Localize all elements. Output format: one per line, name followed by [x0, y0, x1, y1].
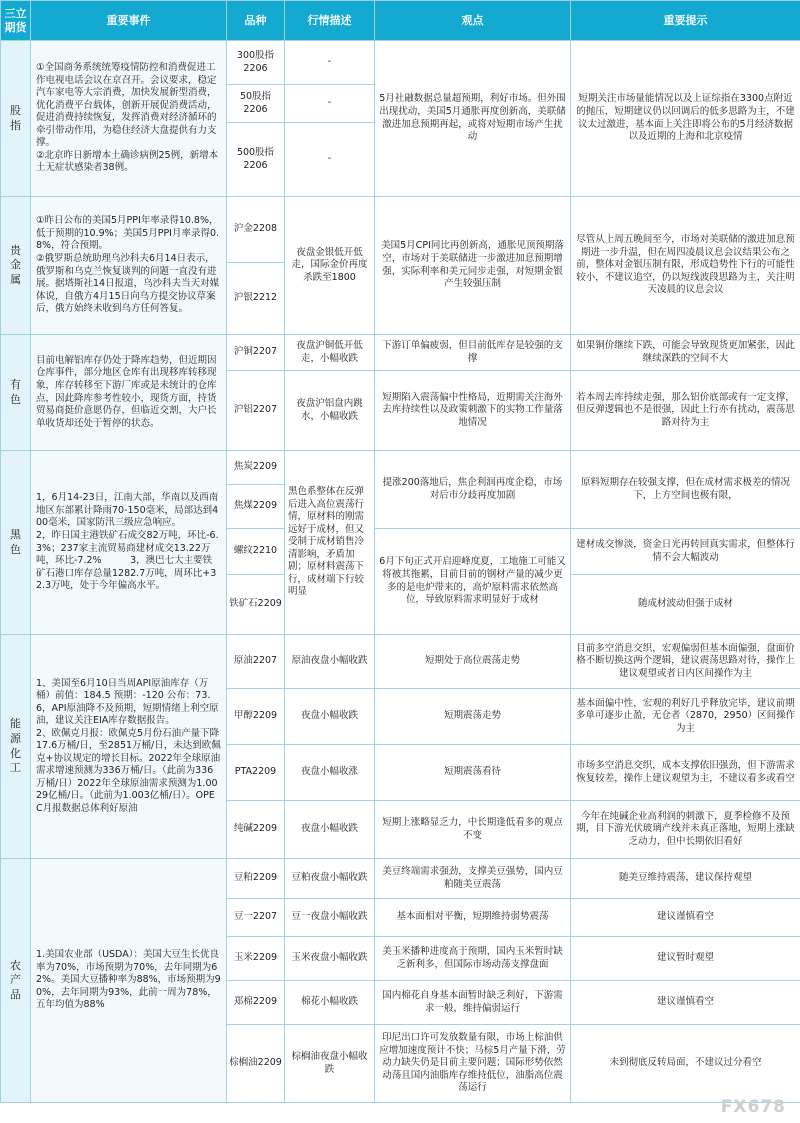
table-row	[1, 451, 800, 485]
description-cell: 夜盘小幅收涨	[285, 745, 375, 801]
tip-cell: 随美豆维持震荡，建议保持观望	[571, 859, 800, 899]
variety-cell: 螺纹2210	[227, 529, 285, 575]
header-tips: 重要提示	[571, 1, 800, 41]
description-cell: 棕榈油夜盘小幅收跌	[285, 1025, 375, 1103]
tip-cell: 建议暂时观望	[571, 937, 800, 981]
description-cell: 夜盘沪铝盘内跳水，小幅收跌	[285, 371, 375, 451]
tip-cell: 基本面偏中性，宏观的利好几乎释放完毕，建议前期多单可逐步止盈，无仓者（2870，2950）区间操作为主	[571, 689, 800, 745]
viewpoint-cell: 基本面相对平衡，短期维持弱势震荡	[375, 899, 571, 937]
description-cell: -	[285, 85, 375, 123]
variety-cell: 沪银2212	[227, 263, 285, 335]
variety-cell: 甲醇2209	[227, 689, 285, 745]
category-precious-metals: 贵 金 属	[1, 197, 31, 335]
table-row	[1, 859, 800, 899]
variety-cell: 500股指 2206	[227, 123, 285, 197]
description-cell: 豆一夜盘小幅收跌	[285, 899, 375, 937]
viewpoint-cell: 美玉米播种进度高于预期，国内玉米暂时缺乏新利多，但国际市场动荡支撑盘面	[375, 937, 571, 981]
header-events: 重要事件	[31, 1, 227, 41]
viewpoint-cell: 短期上涨略显乏力，中长期逢低看多的观点不变	[375, 801, 571, 859]
description-cell: 夜盘沪铜低开低走，小幅收跌	[285, 335, 375, 371]
variety-cell: PTA2209	[227, 745, 285, 801]
viewpoint-cell: 国内棉花自身基本面暂时缺乏利好，下游需求一般，维持偏弱运行	[375, 981, 571, 1025]
tip-cell: 今年在纯碱企业高利润的刺激下，夏季检修不及预期，目下游光伏玻璃产线并未真正落地，短期上涨缺乏动力，但中长期依旧看好	[571, 801, 800, 859]
tip-rebar: 建材成交惨淡，资金日光再转回真实需求，但整体行情不会大幅波动	[571, 529, 800, 575]
header-market-description: 行情描述	[285, 1, 375, 41]
description-cell: 原油夜盘小幅收跌	[285, 635, 375, 689]
header-variety: 品种	[227, 1, 285, 41]
variety-cell: 玉米2209	[227, 937, 285, 981]
description-cell: -	[285, 123, 375, 197]
tip-coke-coal: 原料短期存在较强支撑，但在成材需求极差的情况下，上方空间也极有限，	[571, 451, 800, 529]
tip-cell: 目前多空消息交织，宏观偏弱但基本面偏强，盘面价格不断切换这两个逻辑，建议震荡思路对待，操作上建议观望或者日内区间操作为主	[571, 635, 800, 689]
tip-stock-index: 短期关注市场量能情况以及上证综指在3300点附近的抛压，短期建议仍以回调后的低多思路为主，不建议太过激进，基本面上关注即将公布的5月经济数据以及近期的上海和北京疫情	[571, 41, 800, 197]
variety-cell: 豆粕2209	[227, 859, 285, 899]
table-row	[1, 335, 800, 371]
viewpoint-stock-index: 5月社融数据总量超预期，利好市场。但外围出现扰动，美国5月通胀再度创新高，美联储激进加息预期再起，或将对短期市场产生扰动	[375, 41, 571, 197]
events-agriculture: 1.美国农业部（USDA）：美国大豆生长优良率为70%，市场预期为70%，去年同期为62%。美国大豆播种率为88%，市场预期为90%，去年同期为93%，此前一周为78%，五年均值为88%	[31, 859, 227, 1103]
tip-cell: 建议谨慎看空	[571, 899, 800, 937]
viewpoint-cell: 短期震荡看待	[375, 745, 571, 801]
header-company: 三立期货	[1, 1, 31, 41]
viewpoint-cell: 印尼出口许可发放数量有限，市场上棕油供应增加速度预计不快；马棕5月产量下滑，劳动力缺失仍是目前主要问题；国际形势依然动荡且国内油脂库存维持低位，油脂高位震荡运行	[375, 1025, 571, 1103]
tip-precious-metals: 尽管从上周五晚间至今，市场对美联储的激进加息预期进一步升温，但在周四凌晨议息会议结果公布之前，整体对金银压制有限，形成趋势性下行的可能性较小，不建议追空，仍以短线波段思路为主，关注明天凌晨的议息会议	[571, 197, 800, 335]
viewpoint-cell: 下游订单偏疲弱，但目前低库存是较强的支撑	[375, 335, 571, 371]
variety-cell: 沪金2208	[227, 197, 285, 263]
description-cell: 夜盘小幅收跌	[285, 801, 375, 859]
category-nonferrous: 有 色	[1, 335, 31, 451]
description-cell: -	[285, 41, 375, 85]
tip-cell: 未到彻底反转局面，不建议过分看空	[571, 1025, 800, 1103]
viewpoint-cell: 短期陷入震荡偏中性格局，近期需关注海外去库持续性以及政策刺激下的实物工作量落地情况	[375, 371, 571, 451]
tip-iron-ore: 随成材波动但强于成材	[571, 575, 800, 635]
viewpoint-rebar-ore: 6月下旬正式开启迎峰度夏，工地施工可能又将被其拖累，目前目前的钢材产量的减少更多的是电炉带来的，高炉原料需求依然高位，导致原料需求明显好于成材	[375, 529, 571, 635]
viewpoint-cell: 短期处于高位震荡走势	[375, 635, 571, 689]
events-precious-metals: ①昨日公布的美国5月PPI年率录得10.8%，低于预期的10.9%；美国5月PPI月率录得0.8%，符合预期。 ②俄罗斯总统助理乌沙科夫6月14日表示，俄罗斯和乌克兰恢复谈判的问题一直没有进展。据塔斯社14日报道，乌沙科夫当天对媒体说，自俄方4月15日向乌方提交协议草案后，俄方始终未收到乌方任何答复。	[31, 197, 227, 335]
variety-cell: 铁矿石2209	[227, 575, 285, 635]
description-precious-metals: 夜盘金银低开低走，国际金价再度杀跌至1800	[285, 197, 375, 335]
description-cell: 豆粕夜盘小幅收跌	[285, 859, 375, 899]
tip-cell: 如果铜价继续下跌，可能会导致现货更加紧张，因此继续深跌的空间不大	[571, 335, 800, 371]
description-ferrous: 黑色系整体在反弹后进入高位震荡行情，原材料的刚需远好于成材，但又受制于成材销售冷清影响，矛盾加剧；原材料震荡下行，成材端下行较明显	[285, 451, 375, 635]
variety-cell: 沪铝2207	[227, 371, 285, 451]
category-agriculture: 农 产 品	[1, 859, 31, 1103]
viewpoint-precious-metals: 美国5月CPI同比再创新高，通胀见顶预期落空，市场对于美联储进一步激进加息预期增强，实际利率和美元同步走强，对短期金银产生较强压制	[375, 197, 571, 335]
viewpoint-cell: 短期震荡走势	[375, 689, 571, 745]
table-row	[1, 635, 800, 689]
tip-cell: 市场多空消息交织，成本支撑依旧强劲，但下游需求恢复较差，操作上建议观望为主，不建议看多或看空	[571, 745, 800, 801]
table-row	[1, 41, 800, 85]
category-ferrous: 黑 色	[1, 451, 31, 635]
category-energy-chemicals: 能 源 化 工	[1, 635, 31, 859]
viewpoint-cell: 美豆终端需求强劲，支撑美豆强势，国内豆粕随美豆震荡	[375, 859, 571, 899]
events-energy-chemicals: 1、美国至6月10日当周API原油库存（万桶）前值：184.5 预期：-120 公布：73.6，API原油降不及预期，短期情绪上利空原油，建议关注EIA库存数据报告。 2、欧佩克月报：欧佩克5月份石油产量下降17.6万桶/日，至2851万桶/日，未达到欧佩克+协议规定的增长目标。2022年全球原油需求增速预测为336万桶/日。（此前为336万桶/日）2022年全球原油需求预测为1.0029亿桶/日。（此前为1.003亿桶/日）。OPEC月报数据总体利好原油	[31, 635, 227, 859]
description-cell: 棉花小幅收跌	[285, 981, 375, 1025]
events-nonferrous: 目前电解铝库存仍处于降库趋势，但近期因仓库事件，部分地区仓库有出现移库转移现象，库存转移至下游厂库或是未统计的仓库点，因此降库参考性较小，现货方面，持货贸易商挺价意愿仍存，但临近交割，大户长单收货却还处于暂停的状态。	[31, 335, 227, 451]
variety-cell: 原油2207	[227, 635, 285, 689]
tip-cell: 若本周去库持续走强，那么铝价底部或有一定支撑，但反弹逻辑也不是很强，因此上行亦有扰动，震荡思路对待为主	[571, 371, 800, 451]
watermark-logo: FX678	[720, 1097, 786, 1117]
table-row	[1, 197, 800, 263]
events-ferrous: 1，6月14-23日，江南大部，华南以及西南地区东部累计降雨70-150毫米，局部达到400毫米，国家防汛三级应急响应。 2，昨日国主港铁矿石成交82万吨，环比-6.3%；237家主流贸易商建材成交13.22万吨，环比-7.2% 3，澳巴七大主要铁矿石港口库存总量1282.7万吨，周环比+32.3万吨，处于今年偏高水平。	[31, 451, 227, 635]
variety-cell: 焦煤2209	[227, 485, 285, 529]
description-cell: 玉米夜盘小幅收跌	[285, 937, 375, 981]
variety-cell: 焦炭2209	[227, 451, 285, 485]
viewpoint-coke-coal: 提涨200落地后，焦企利润再度企稳，市场对后市分歧再度加剧	[375, 451, 571, 529]
category-stock-index: 股指	[1, 41, 31, 197]
events-stock-index: ①全国商务系统统筹疫情防控和消费促进工作电视电话会议在京召开。会议要求，稳定汽车家电等大宗消费，加快发展新型消费，优化消费平台载体，创新开展促消费活动，促进消费持续恢复，发挥消费对经济循环的牵引带动作用，为稳住经济大盘提供有力支撑。 ②北京昨日新增本土确诊病例25例，新增本土无症状感染者38例。	[31, 41, 227, 197]
tip-cell: 建议谨慎看空	[571, 981, 800, 1025]
variety-cell: 棕榈油2209	[227, 1025, 285, 1103]
variety-cell: 郑棉2209	[227, 981, 285, 1025]
header-row	[1, 1, 800, 41]
variety-cell: 沪铜2207	[227, 335, 285, 371]
description-cell: 夜盘小幅收跌	[285, 689, 375, 745]
header-viewpoint: 观点	[375, 1, 571, 41]
variety-cell: 50股指 2206	[227, 85, 285, 123]
variety-cell: 豆一2207	[227, 899, 285, 937]
variety-cell: 纯碱2209	[227, 801, 285, 859]
variety-cell: 300股指 2206	[227, 41, 285, 85]
